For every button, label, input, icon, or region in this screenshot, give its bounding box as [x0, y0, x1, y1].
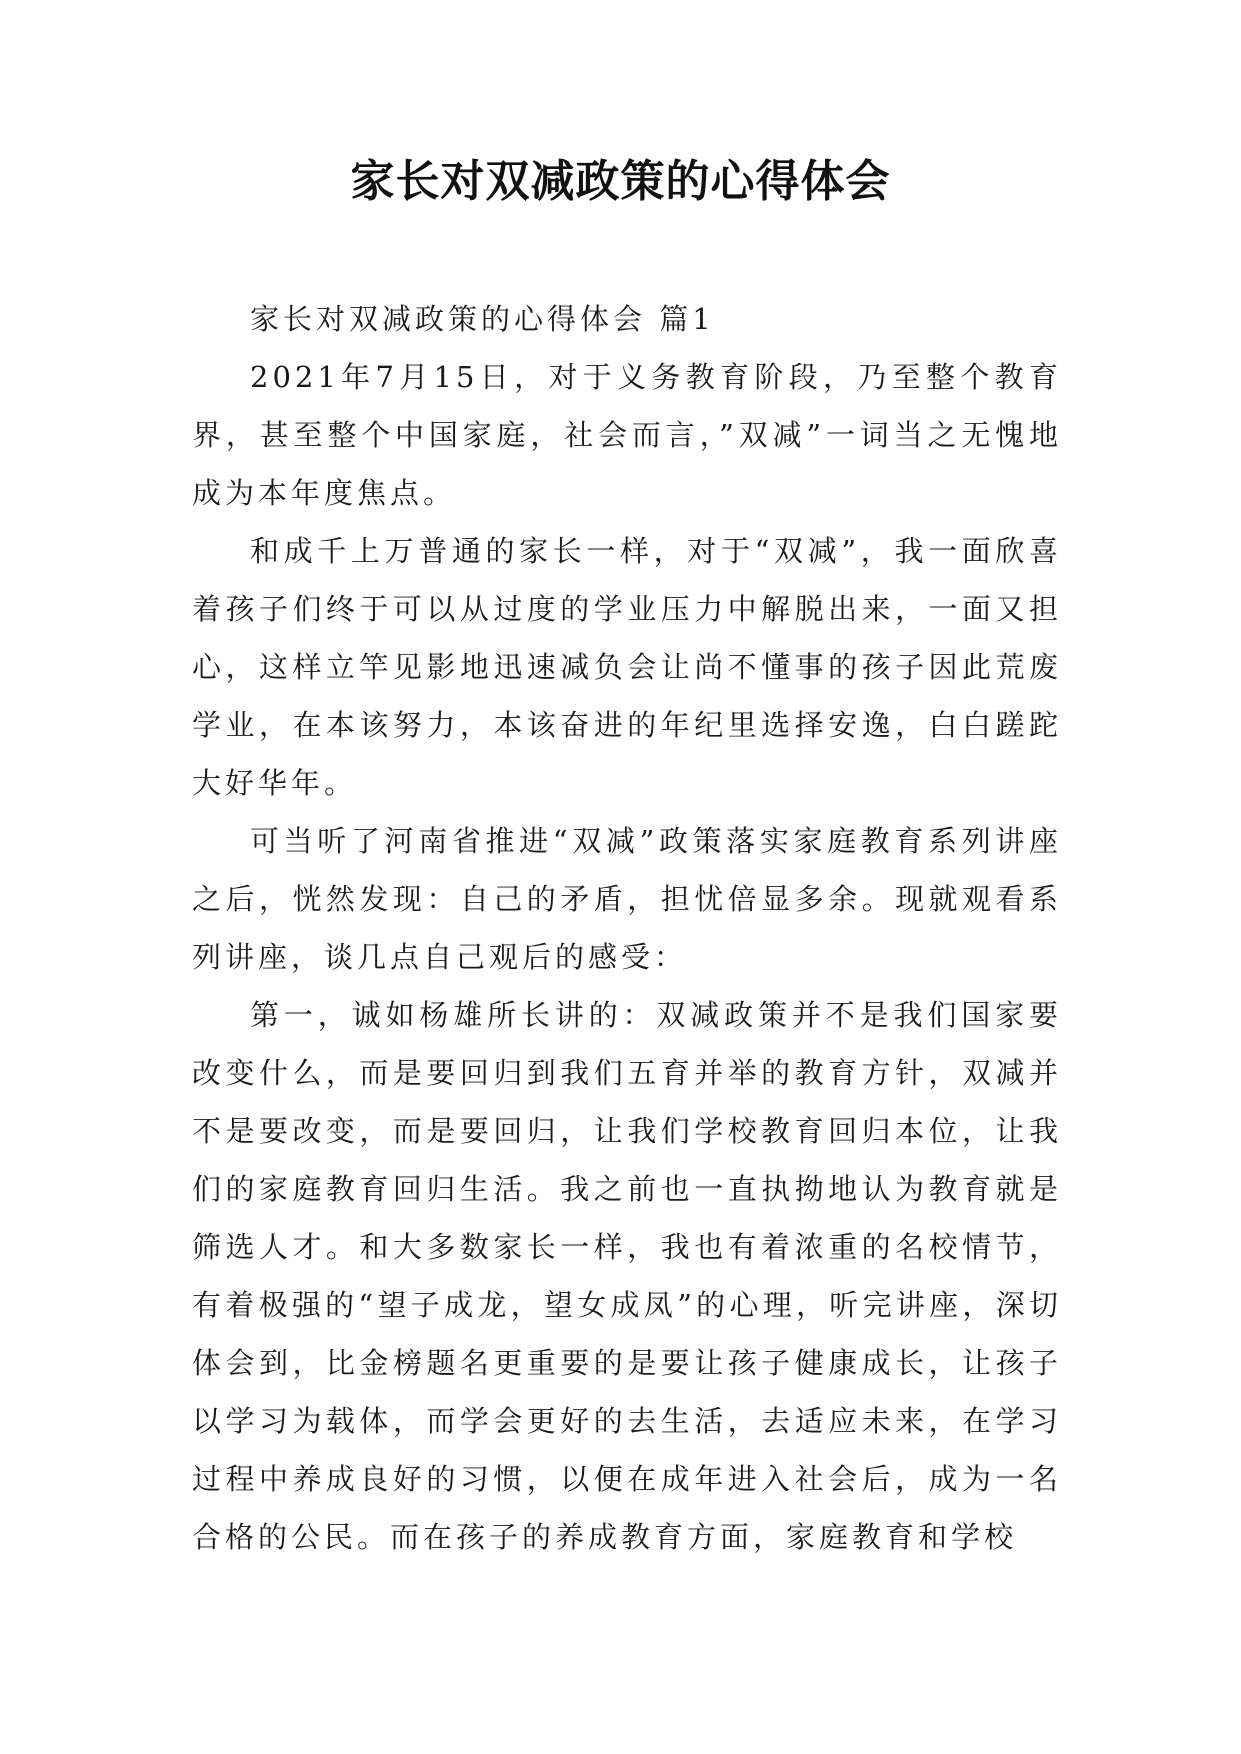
paragraph: 2021年7月15日，对于义务教育阶段，乃至整个教育界，甚至整个中国家庭，社会而言，”双减”一词当之无愧地成为本年度焦点。: [192, 360, 1062, 510]
paragraph: 和成千上万普通的家长一样，对于“双减”，我一面欣喜着孩子们终于可以从过度的学业压力中解脱出来，一面又担心，这样立竿见影地迅速减负会让尚不懂事的孩子因此荒废学业，在本该努力，本该奋进的年纪里选择安逸，白白蹉跎大好华年。: [192, 534, 1062, 800]
section-heading: 家长对双减政策的心得体会 篇1: [250, 302, 715, 336]
paragraph: 第一，诚如杨雄所长讲的：双减政策并不是我们国家要改变什么，而是要回归到我们五育并举的教育方针，双减并不是要改变，而是要回归，让我们学校教育回归本位，让我们的家庭教育回归生活。我之前也一直执拗地认为教育就是筛选人才。和大多数家长一样，我也有着浓重的名校情节，有着极强的“望子成龙，望女成凤”的心理，听完讲座，深切体会到，比金榜题名更重要的是要让孩子健康成长，让孩子以学习为载体，而学会更好的去生活，去适应未来，在学习过程中养成良好的习惯，以便在成年进入社会后，成为一名合格的公民。而在孩子的养成教育方面，家庭教育和学校: [192, 998, 1062, 1554]
document-body: [192, 290, 1062, 1566]
document-title: 家长对双减政策的心得体会: [350, 156, 891, 207]
paragraph: 可当听了河南省推进“双减”政策落实家庭教育系列讲座之后，恍然发现：自己的矛盾，担忧倍显多余。现就观看系列讲座，谈几点自己观后的感受：: [192, 824, 1062, 974]
